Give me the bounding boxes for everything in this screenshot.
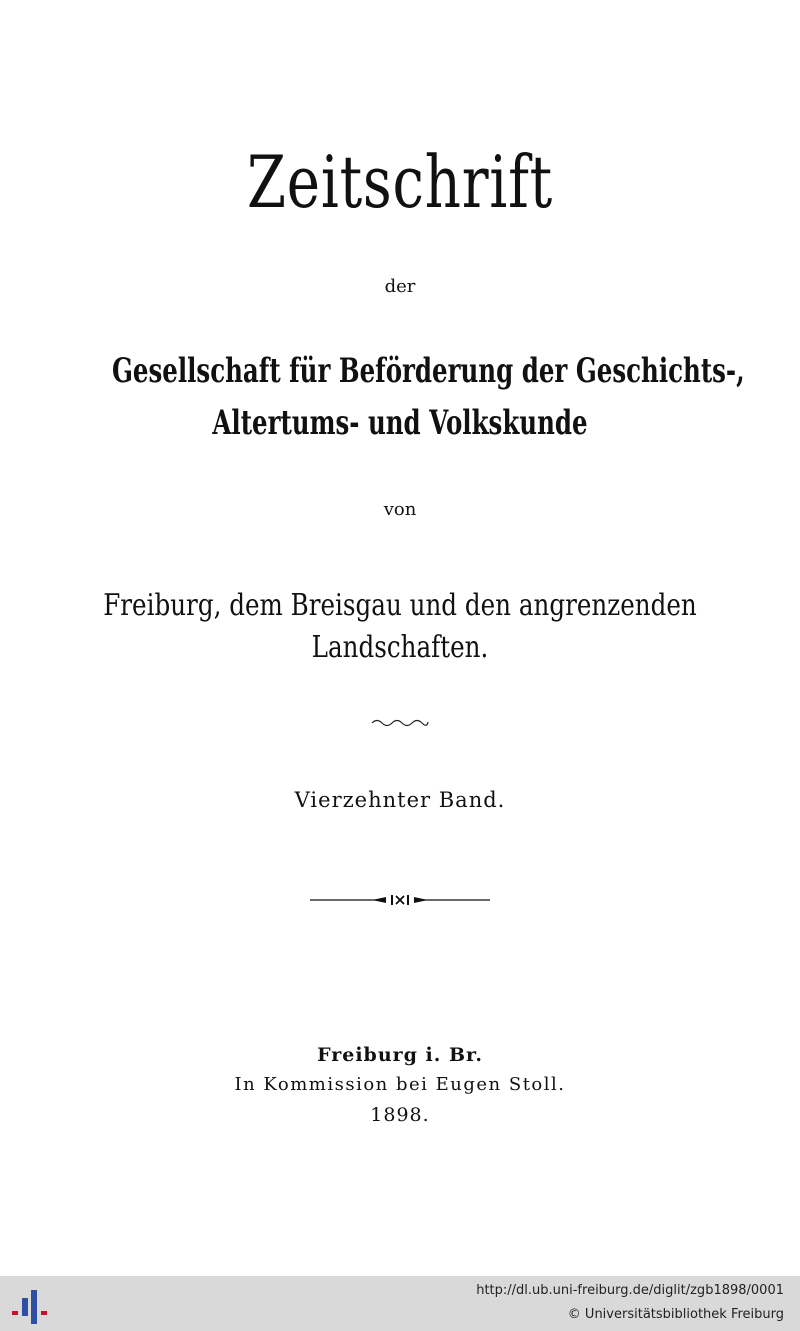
region-line-2: Landschaften.	[311, 630, 489, 665]
imprint-publisher: In Kommission bei Eugen Stoll.	[234, 1074, 566, 1095]
society-name-line-2: Altertums- und Volkskunde	[212, 403, 588, 443]
ornamental-rule-icon	[0, 892, 800, 912]
document-permalink[interactable]: http://dl.ub.uni-freiburg.de/diglit/zgb1898/0001	[476, 1283, 784, 1298]
copyright-notice: © Universitätsbibliothek Freiburg	[567, 1307, 784, 1322]
volume-label: Vierzehnter Band.	[294, 788, 506, 812]
region-line-1: Freiburg, dem Breisgau und den angrenzenden	[103, 588, 697, 623]
society-name-line-1: Gesellschaft für Beförderung der Geschichts-,	[112, 351, 745, 391]
squiggle-divider-icon	[0, 714, 800, 733]
library-footer-bar	[0, 1276, 800, 1331]
connector-von: von	[383, 499, 417, 520]
connector-der: der	[384, 276, 416, 297]
library-logo-icon	[10, 1284, 50, 1324]
imprint-year: 1898.	[370, 1104, 430, 1126]
journal-title: Zeitschrift	[247, 140, 553, 224]
imprint-city: Freiburg i. Br.	[317, 1044, 483, 1066]
